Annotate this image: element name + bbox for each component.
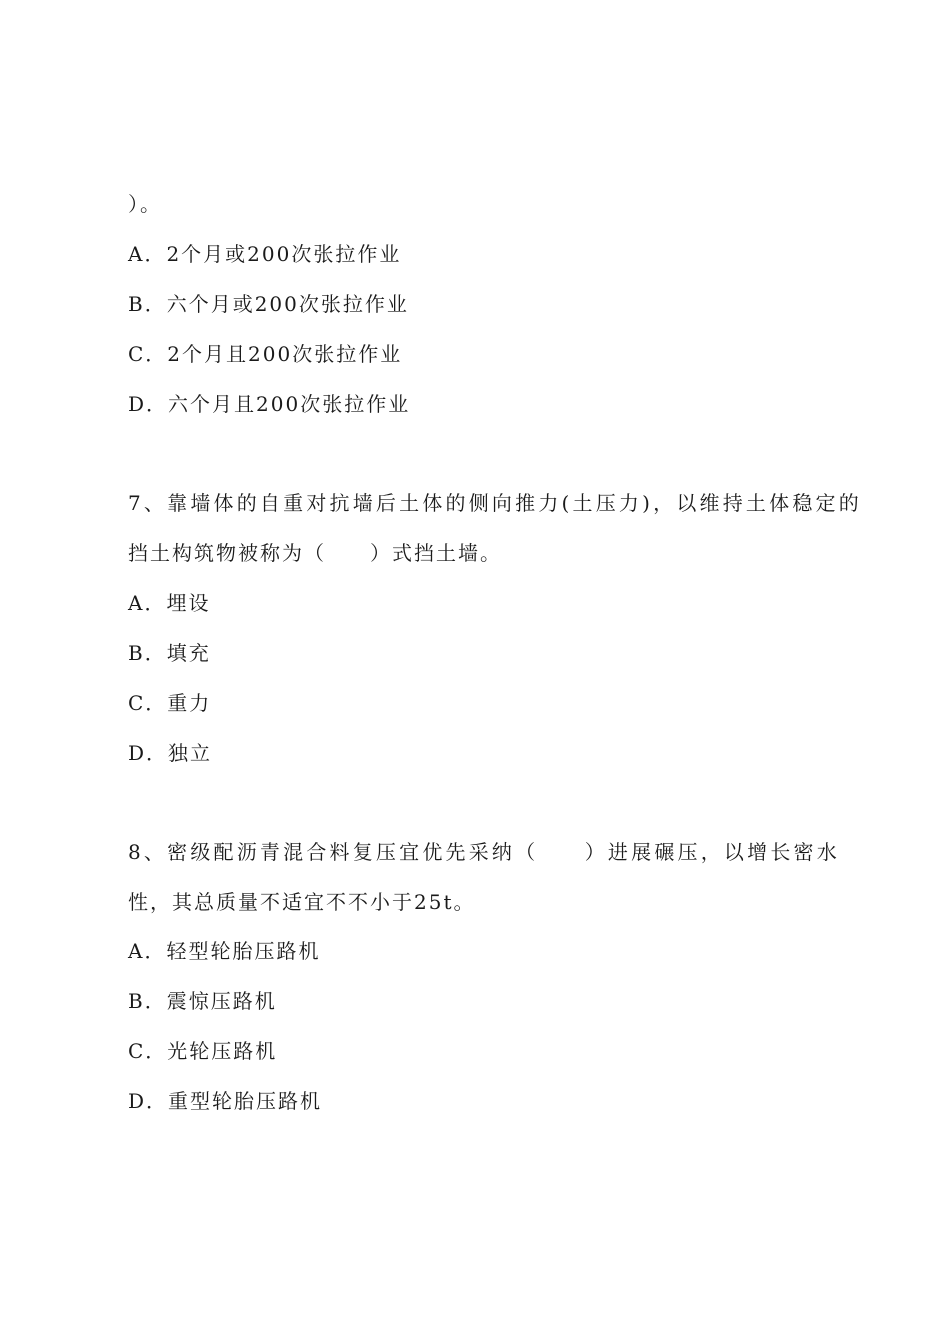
q6-option-a: A．2个月或200次张拉作业 [128, 242, 402, 266]
q6-option-d: D．六个月且200次张拉作业 [128, 392, 411, 416]
q7-option-c: C．重力 [128, 691, 212, 715]
q6-option-b: B．六个月或200次张拉作业 [128, 292, 409, 316]
q6-stem-tail: ）。 [128, 192, 162, 216]
q8-option-b: B．震惊压路机 [128, 989, 277, 1013]
q7-option-a: A．埋设 [128, 591, 211, 615]
q6-option-c: C．2个月且200次张拉作业 [128, 342, 403, 366]
q7-option-b: B．填充 [128, 641, 211, 665]
q8-stem-line1: 8、密级配沥青混合料复压宜优先采纳（ ）进展碾压，以增长密水 [128, 840, 840, 864]
q8-option-d: D．重型轮胎压路机 [128, 1089, 323, 1113]
q7-stem-line2: 挡土构筑物被称为（ ）式挡土墙。 [128, 541, 502, 565]
q7-stem-line1: 7、靠墙体的自重对抗墙后土体的侧向推力(土压力)，以维持土体稳定的 [128, 491, 862, 515]
q8-option-c: C．光轮压路机 [128, 1039, 278, 1063]
q7-option-d: D．独立 [128, 741, 213, 765]
q8-stem-line2: 性，其总质量不适宜不不小于25t。 [128, 890, 476, 914]
q8-option-a: A．轻型轮胎压路机 [128, 939, 321, 963]
